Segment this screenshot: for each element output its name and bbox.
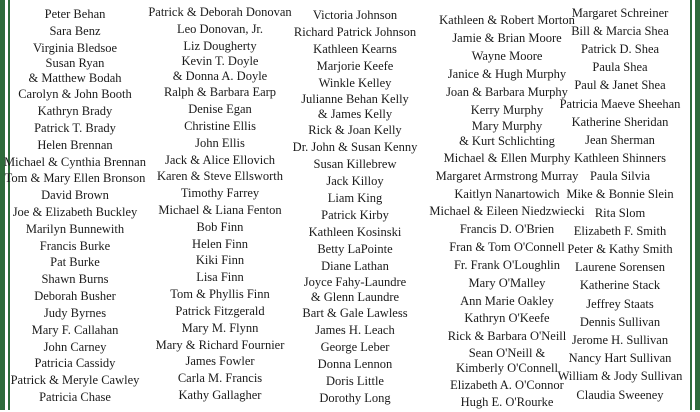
donor-name — [592, 59, 647, 77]
donor-name-line: Michael & Liana Fenton — [158, 203, 282, 218]
donor-name — [33, 40, 117, 57]
donor-name — [326, 173, 383, 190]
donor-name — [195, 135, 245, 152]
donor-name — [177, 21, 263, 38]
donor-name-line: & Glenn Laundre — [310, 290, 400, 304]
donor-name-line: Marjorie Keefe — [316, 59, 394, 73]
donor-name-line: & James Kelly — [317, 107, 393, 121]
donor-name-line: Karen & Steve Ellsworth — [156, 169, 283, 184]
donor-name-line: Kaitlyn Nanartowich — [454, 186, 560, 201]
donor-name-line: David Brown — [41, 188, 109, 203]
donor-name-line: Kathy Gallagher — [178, 387, 262, 402]
donor-name — [26, 221, 124, 238]
donor-name-line: Paula Silvia — [589, 169, 651, 184]
donor-name-line: Sara Benz — [49, 23, 101, 38]
donor-name-line: Patrick Kirby — [321, 208, 389, 222]
donor-name-line: Michael & Eileen Niedzwiecki — [429, 204, 585, 219]
donor-name — [572, 4, 669, 22]
donor-name-line: Paul & Janet Shea — [574, 78, 666, 93]
donor-name-line: & Donna A. Doyle — [172, 69, 268, 84]
donor-name-line: Bart & Gale Lawless — [302, 306, 408, 320]
donor-name-line: Francis D. O'Brien — [459, 222, 555, 237]
donor-name-line: Patrick & Deborah Donovan — [148, 4, 292, 19]
donor-name-line: Deborah Busher — [34, 289, 116, 304]
donor-name — [302, 305, 407, 322]
donor-name — [571, 22, 669, 40]
donor-name-line: Joyce Fahy-Laundre — [303, 275, 407, 289]
donor-name-line: Timothy Farrey — [180, 186, 260, 201]
donor-name-line: Bill & Marcia Shea — [571, 23, 669, 38]
donor-name — [175, 303, 264, 320]
donor-name-line: Kathleen Shinners — [574, 151, 666, 166]
donor-name-line: Liz Dougherty — [183, 38, 257, 53]
donor-name-line: Kathryn O'Keefe — [464, 311, 550, 326]
donor-name-line: Paula Shea — [592, 60, 648, 75]
donor-name-line: Pat Burke — [50, 255, 100, 270]
donor-name — [572, 113, 669, 131]
donor-name-line: Diane Lathan — [321, 259, 389, 273]
donor-name-line: Claudia Sweeney — [576, 387, 664, 402]
donor-name — [317, 241, 392, 258]
donor-name — [314, 156, 397, 173]
donor-name — [315, 322, 394, 339]
donor-name-line: Michael & Ellen Murphy — [443, 150, 571, 165]
donor-name — [35, 355, 116, 372]
donor-name-line: Patrick Fitzgerald — [175, 303, 265, 318]
donor-name-line: George Leber — [320, 340, 390, 354]
donor-name-line: Kathryn Brady — [37, 104, 113, 119]
donor-name-line: Susan Ryan — [45, 56, 105, 71]
donor-name-line: Francis Burke — [39, 238, 111, 253]
donor-name-line: Sean O'Neill & — [468, 345, 546, 360]
donor-name — [37, 137, 112, 154]
donor-name-line: Mary M. Flynn — [181, 320, 259, 335]
donor-name-line: Nancy Hart Sullivan — [568, 351, 672, 366]
donor-name — [28, 56, 121, 86]
donor-name — [188, 101, 252, 118]
donor-name — [40, 238, 110, 255]
donor-name — [319, 390, 390, 407]
donor-name — [321, 339, 390, 356]
donor-name-line: Helen Finn — [192, 236, 248, 251]
donor-name — [576, 386, 663, 404]
donor-name — [34, 288, 116, 305]
donor-name-line: Katherine Stack — [579, 278, 661, 293]
donor-name-line: Wayne Moore — [471, 49, 543, 64]
donor-name-line: Dorothy Long — [319, 391, 391, 405]
donor-name-line: Carolyn & John Booth — [18, 87, 132, 102]
donor-name-line: Jerome H. Sullivan — [571, 332, 669, 347]
donor-name-line: Tom & Mary Ellen Bronson — [4, 171, 146, 186]
donor-name — [49, 23, 100, 40]
donor-name — [574, 222, 666, 240]
donor-name — [196, 269, 244, 286]
donor-name-line: Ralph & Barbara Earp — [163, 85, 277, 100]
donor-name-line: Dr. John & Susan Kenny — [292, 140, 418, 154]
donor-name — [595, 204, 645, 222]
donor-name — [319, 75, 392, 92]
donor-name — [182, 320, 259, 337]
donor-name-line: Hugh E. O'Rourke — [460, 395, 554, 410]
donor-name-line: & Matthew Bodah — [28, 71, 122, 86]
donor-name — [309, 224, 402, 241]
donor-name-line: Carla M. Francis — [177, 371, 263, 386]
donor-name — [304, 275, 406, 305]
donor-name — [328, 190, 383, 207]
donor-name — [580, 277, 660, 295]
donor-name-line: Peter Behan — [44, 6, 106, 21]
donor-name — [575, 259, 665, 277]
donor-name — [41, 187, 109, 204]
donor-name — [585, 131, 655, 149]
donor-name — [317, 58, 394, 75]
donor-name — [45, 6, 106, 23]
donor-name-line: Jack & Alice Ellovich — [164, 152, 276, 167]
donor-name-line: Fr. Frank O'Loughlin — [453, 257, 561, 272]
donor-name-line: Bob Finn — [196, 219, 244, 234]
donor-name — [181, 185, 259, 202]
donor-name-line: Rick & Barbara O'Neill — [447, 329, 567, 344]
donor-name — [326, 373, 384, 390]
donor-name — [566, 186, 673, 204]
donor-name-line: Kiki Finn — [195, 253, 245, 268]
donor-name — [580, 313, 660, 331]
donor-name-line: Jean Sherman — [585, 132, 655, 147]
donor-name — [34, 120, 116, 137]
donor-name-line: Patrick & Meryle Cawley — [10, 373, 140, 388]
donor-name — [39, 389, 111, 406]
donor-name — [574, 77, 665, 95]
donor-name — [173, 54, 267, 84]
donor-name-line: Christine Ellis — [184, 118, 256, 133]
donor-name — [185, 353, 254, 370]
donor-name-line: Elizabeth F. Smith — [573, 223, 667, 238]
donor-name-line: Mary F. Callahan — [31, 322, 119, 337]
donor-name-line: Mary & Richard Fournier — [155, 337, 285, 352]
donor-name — [44, 305, 106, 322]
donor-name — [313, 7, 397, 24]
donor-name-line: Kathleen Kearns — [313, 42, 397, 56]
donor-name-line: Margaret Armstrong Murray — [435, 168, 579, 183]
donor-name-line: Leo Donovan, Jr. — [176, 21, 264, 36]
donor-name-line: William & Jody Sullivan — [557, 369, 683, 384]
donor-name — [38, 103, 113, 120]
donor-name-line: Tom & Phyllis Finn — [170, 287, 270, 302]
donor-name — [321, 207, 389, 224]
donor-name — [41, 271, 108, 288]
donor-name-line: Betty LaPointe — [317, 242, 393, 256]
donor-name-line: John Carney — [43, 339, 107, 354]
donor-name-line: Kathleen & Robert Morton — [439, 13, 575, 28]
donor-name — [196, 253, 244, 270]
donor-name — [164, 84, 276, 101]
donor-name-line: Janice & Hugh Murphy — [447, 66, 567, 81]
donor-name-line: John Ellis — [195, 135, 245, 150]
donor-name-line: Virginia Bledsoe — [32, 40, 118, 55]
donor-name — [581, 40, 659, 58]
donor-name-line: Winkle Kelley — [318, 76, 392, 90]
name-column-5 — [530, 4, 700, 404]
donor-name — [586, 295, 653, 313]
donor-name-line: Elizabeth A. O'Connor — [450, 377, 564, 392]
donor-name — [11, 372, 140, 389]
donor-name-line: & Kurt Schlichting — [459, 134, 555, 149]
donor-name-line: Patricia Chase — [39, 389, 111, 404]
donor-name-line: Ann Marie Oakley — [460, 293, 554, 308]
donor-name-line: Lisa Finn — [196, 270, 244, 285]
donor-name-line: Jack Killoy — [326, 174, 384, 188]
donor-name — [32, 322, 119, 339]
donor-name-line: Dennis Sullivan — [579, 314, 661, 329]
donor-name — [4, 154, 146, 171]
donor-name — [321, 258, 389, 275]
donor-name-line: Kathleen Kosinski — [308, 225, 402, 239]
donor-name — [5, 171, 146, 188]
donor-name-line: Donna Lennon — [317, 357, 393, 371]
donor-name — [165, 152, 275, 169]
donor-name-line: Michael & Cynthia Brennan — [4, 154, 146, 169]
donor-name-line: Rick & Joan Kelly — [308, 123, 402, 137]
donor-name-line: Patrick D. Shea — [580, 41, 660, 56]
donor-name-line: Julianne Behan Kelly — [301, 92, 409, 106]
donor-name-line: Judy Byrnes — [43, 305, 107, 320]
donor-name-line: Joe & Elizabeth Buckley — [12, 205, 138, 220]
donor-name-line: Katherine Sheridan — [571, 114, 669, 129]
donor-name — [560, 95, 681, 113]
donor-name-line: Margaret Schreiner — [571, 5, 669, 20]
donor-name — [313, 41, 397, 58]
donor-name — [178, 370, 262, 387]
donor-name — [293, 139, 418, 156]
donor-name-line: Patricia Maeve Sheehan — [559, 96, 681, 111]
donor-name — [572, 331, 668, 349]
donor-name-line: Denise Egan — [188, 102, 252, 117]
donor-name-line: Mary Murphy — [471, 119, 543, 134]
donor-name-line: Patrick T. Brady — [34, 120, 116, 135]
donor-name-line: Jamie & Brian Moore — [452, 31, 562, 46]
donor-name-line: Shawn Burns — [41, 272, 109, 287]
donor-name — [50, 255, 100, 272]
donor-name-line: Doris Little — [326, 374, 384, 388]
donor-name-line: Marilyn Bunnewith — [25, 221, 125, 236]
donor-name-line: Kerry Murphy — [470, 102, 544, 117]
donor-name — [567, 240, 672, 258]
donor-name — [183, 38, 256, 55]
donor-name — [44, 339, 107, 356]
donor-name-line: Fran & Tom O'Connell — [449, 240, 565, 255]
donor-name — [184, 118, 256, 135]
donor-name-line: Richard Patrick Johnson — [293, 25, 417, 39]
donor-name-line: Peter & Kathy Smith — [567, 242, 673, 257]
donor-name-line: James Fowler — [185, 354, 255, 369]
donor-name — [170, 286, 270, 303]
donor-name — [197, 219, 244, 236]
donor-name — [318, 356, 393, 373]
donor-name — [301, 92, 409, 122]
donor-name-line: Patricia Cassidy — [34, 356, 116, 371]
donor-name-line: Mike & Bonnie Slein — [566, 187, 674, 202]
donor-name-line: Liam King — [327, 191, 383, 205]
donor-name — [294, 24, 416, 41]
donor-name-line: Mary O'Malley — [468, 275, 546, 290]
donor-name — [192, 236, 248, 253]
donor-name-line: Laurene Sorensen — [575, 260, 665, 275]
donor-name-line: Victoria Johnson — [312, 8, 398, 22]
donor-name-line: Kimberly O'Connell — [456, 360, 558, 375]
donor-name — [158, 202, 281, 219]
donor-name — [179, 387, 262, 404]
donor-name — [590, 168, 650, 186]
donor-name-line: Rita Slom — [594, 205, 646, 220]
donor-name-line: James H. Leach — [315, 323, 395, 337]
donor-name — [308, 122, 401, 139]
donor-name-line: Kevin T. Doyle — [181, 54, 259, 69]
donor-name — [13, 204, 138, 221]
donor-name-line: Jeffrey Staats — [586, 296, 654, 311]
donor-name-line: Helen Brennan — [37, 137, 113, 152]
donor-name — [569, 350, 672, 368]
donor-name-line: Susan Killebrew — [313, 157, 397, 171]
donor-name — [574, 150, 666, 168]
donor-name — [18, 86, 132, 103]
donor-name-line: Joan & Barbara Murphy — [446, 84, 568, 99]
donor-name — [558, 368, 683, 386]
